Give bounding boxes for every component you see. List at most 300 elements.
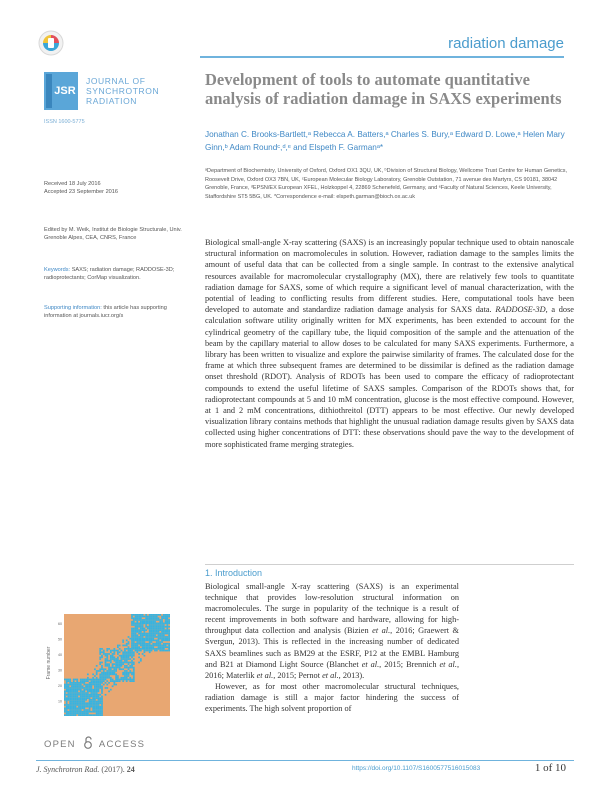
doi-link[interactable]: https://doi.org/10.1107/S1600577516015083	[352, 765, 481, 772]
map-cell	[69, 692, 71, 694]
map-cell	[140, 641, 142, 643]
map-cell	[92, 682, 94, 684]
map-cell	[133, 634, 135, 636]
map-cell	[129, 680, 131, 682]
map-cell	[98, 699, 100, 701]
map-cell	[94, 685, 96, 687]
map-cell	[73, 692, 75, 694]
map-cell	[166, 638, 168, 640]
map-cell	[105, 663, 107, 665]
map-cell	[138, 623, 140, 625]
map-cell	[103, 677, 105, 679]
map-cell	[85, 687, 87, 689]
map-cell	[113, 658, 115, 660]
map-cell	[144, 616, 146, 618]
map-cell	[168, 650, 170, 652]
map-cell	[99, 701, 101, 703]
map-cell	[101, 689, 103, 691]
map-cell	[89, 699, 91, 701]
map-cell	[75, 689, 77, 691]
map-cell	[87, 706, 89, 708]
map-cell	[126, 665, 128, 667]
map-cell	[85, 697, 87, 699]
map-cell	[108, 691, 110, 693]
map-cell	[135, 628, 137, 630]
map-cell	[87, 687, 89, 689]
map-cell	[106, 660, 108, 662]
map-cell	[68, 689, 70, 691]
map-cell	[76, 709, 78, 711]
map-cell	[161, 650, 163, 652]
map-cell	[158, 629, 160, 631]
map-cell	[105, 679, 107, 681]
map-cell	[94, 706, 96, 708]
map-cell	[136, 646, 138, 648]
map-cell	[163, 617, 165, 619]
map-cell	[69, 679, 71, 681]
map-cell	[135, 633, 137, 635]
map-cell	[158, 617, 160, 619]
map-cell	[159, 641, 161, 643]
map-cell	[115, 667, 117, 669]
map-cell	[166, 636, 168, 638]
map-cell	[112, 670, 114, 672]
map-cell	[85, 692, 87, 694]
map-cell	[124, 655, 126, 657]
map-cell	[117, 660, 119, 662]
map-cell	[165, 646, 167, 648]
map-cell	[89, 684, 91, 686]
map-cell	[151, 628, 153, 630]
map-cell	[96, 706, 98, 708]
map-cell	[131, 646, 133, 648]
map-cell	[140, 623, 142, 625]
map-cell	[106, 657, 108, 659]
map-cell	[69, 708, 71, 710]
issn: ISSN 1600-5775	[44, 119, 85, 125]
map-cell	[149, 616, 151, 618]
map-cell	[99, 675, 101, 677]
map-cell	[138, 614, 140, 616]
map-cell	[82, 711, 84, 713]
map-cell	[145, 646, 147, 648]
map-cell	[144, 621, 146, 623]
map-cell	[82, 714, 84, 716]
map-cell	[99, 679, 101, 681]
map-cell	[136, 643, 138, 645]
map-cell	[128, 636, 130, 638]
map-cell	[99, 650, 101, 652]
map-cell	[75, 708, 77, 710]
map-cell	[83, 692, 85, 694]
map-cell	[68, 685, 70, 687]
map-cell	[159, 624, 161, 626]
map-cell	[138, 640, 140, 642]
author-list: Jonathan C. Brooks-Bartlett,ᵃ Rebecca A. Batters,ᵃ Charles S. Bury,ᵃ Edward D. Lowe,ᵃ Helen Mary Ginn,ᵇ Adam Roundᶜ,ᵈ,ᵉ and Elspeth F. Garmanᵃ*	[205, 130, 565, 152]
map-cell	[80, 679, 82, 681]
map-cell	[140, 634, 142, 636]
map-cell	[151, 648, 153, 650]
map-cell	[80, 692, 82, 694]
map-cell	[101, 674, 103, 676]
map-cell	[136, 631, 138, 633]
map-cell	[145, 638, 147, 640]
map-cell	[121, 655, 123, 657]
map-cell	[140, 628, 142, 630]
map-cell	[66, 713, 68, 715]
map-cell	[152, 631, 154, 633]
map-cell	[152, 623, 154, 625]
map-cell	[89, 694, 91, 696]
map-cell	[110, 651, 112, 653]
map-cell	[99, 713, 101, 715]
map-cell	[75, 701, 77, 703]
map-cell	[76, 694, 78, 696]
map-cell	[89, 687, 91, 689]
map-cell	[135, 617, 137, 619]
map-cell	[140, 626, 142, 628]
map-cell	[168, 633, 170, 635]
map-cell	[166, 616, 168, 618]
map-cell	[91, 691, 93, 693]
map-cell	[159, 619, 161, 621]
map-cell	[158, 634, 160, 636]
map-cell	[117, 675, 119, 677]
map-cell	[126, 679, 128, 681]
map-cell	[133, 629, 135, 631]
map-cell	[96, 665, 98, 667]
map-cell	[64, 684, 66, 686]
map-cell	[122, 655, 124, 657]
map-cell	[161, 638, 163, 640]
map-cell	[66, 714, 68, 716]
map-cell	[131, 631, 133, 633]
map-cell	[138, 653, 140, 655]
map-cell	[71, 685, 73, 687]
map-cell	[128, 679, 130, 681]
map-cell	[89, 702, 91, 704]
map-cell	[142, 638, 144, 640]
map-cell	[76, 691, 78, 693]
map-cell	[159, 623, 161, 625]
map-cell	[159, 636, 161, 638]
map-cell	[66, 679, 68, 681]
map-cell	[151, 631, 153, 633]
map-cell	[133, 614, 135, 616]
map-cell	[161, 617, 163, 619]
map-cell	[147, 628, 149, 630]
map-cell	[124, 658, 126, 660]
map-cell	[133, 643, 135, 645]
map-cell	[124, 675, 126, 677]
map-cell	[101, 648, 103, 650]
map-cell	[159, 626, 161, 628]
map-cell	[76, 685, 78, 687]
map-cell	[129, 667, 131, 669]
map-cell	[166, 650, 168, 652]
map-cell	[152, 624, 154, 626]
map-cell	[89, 709, 91, 711]
map-cell	[82, 708, 84, 710]
map-cell	[131, 636, 133, 638]
map-cell	[168, 638, 170, 640]
map-cell	[131, 640, 133, 642]
map-cell	[94, 697, 96, 699]
map-cell	[154, 645, 156, 647]
map-cell	[124, 670, 126, 672]
map-cell	[131, 680, 133, 682]
map-cell	[117, 650, 119, 652]
map-cell	[165, 621, 167, 623]
map-cell	[78, 709, 80, 711]
map-cell	[161, 616, 163, 618]
map-cell	[128, 646, 130, 648]
map-cell	[149, 636, 151, 638]
map-cell	[133, 675, 135, 677]
map-cell	[92, 709, 94, 711]
map-cell	[75, 682, 77, 684]
map-cell	[163, 614, 165, 616]
map-cell	[119, 665, 121, 667]
map-cell	[124, 665, 126, 667]
map-cell	[96, 708, 98, 710]
map-cell	[154, 631, 156, 633]
map-cell	[117, 665, 119, 667]
map-cell	[112, 680, 114, 682]
map-cell	[83, 713, 85, 715]
map-cell	[147, 623, 149, 625]
map-cell	[152, 621, 154, 623]
map-cell	[91, 704, 93, 706]
map-cell	[142, 636, 144, 638]
map-cell	[73, 689, 75, 691]
map-cell	[83, 704, 85, 706]
map-cell	[166, 640, 168, 642]
map-cell	[105, 694, 107, 696]
map-cell	[158, 645, 160, 647]
map-cell	[89, 697, 91, 699]
map-cell	[159, 643, 161, 645]
intro-p1-c: , 2015; Brennich	[379, 659, 440, 669]
map-cell	[133, 645, 135, 647]
map-cell	[105, 660, 107, 662]
map-cell	[99, 657, 101, 659]
map-cell	[73, 711, 75, 713]
map-cell	[71, 714, 73, 716]
map-cell	[64, 699, 66, 701]
map-cell	[92, 701, 94, 703]
map-cell	[126, 648, 128, 650]
map-cell	[101, 697, 103, 699]
map-cell	[122, 677, 124, 679]
map-cell	[110, 668, 112, 670]
map-cell	[64, 685, 66, 687]
map-cell	[165, 614, 167, 616]
map-cell	[154, 633, 156, 635]
map-cell	[152, 614, 154, 616]
map-cell	[98, 680, 100, 682]
map-cell	[122, 668, 124, 670]
map-cell	[69, 714, 71, 716]
map-cell	[145, 621, 147, 623]
et-al: et al.	[361, 659, 380, 669]
map-cell	[135, 646, 137, 648]
map-cell	[168, 621, 170, 623]
map-cell	[154, 614, 156, 616]
map-cell	[99, 682, 101, 684]
map-cell	[163, 643, 165, 645]
map-cell	[92, 691, 94, 693]
map-cell	[66, 706, 68, 708]
map-cell	[131, 662, 133, 664]
map-cell	[75, 691, 77, 693]
map-cell	[156, 641, 158, 643]
map-cell	[135, 650, 137, 652]
map-cell	[83, 694, 85, 696]
map-cell	[161, 645, 163, 647]
map-cell	[112, 679, 114, 681]
et-al: et al.	[322, 670, 339, 680]
map-cell	[115, 679, 117, 681]
map-cell	[133, 628, 135, 630]
map-cell	[149, 629, 151, 631]
map-cell	[83, 682, 85, 684]
map-cell	[92, 706, 94, 708]
map-cell	[154, 650, 156, 652]
map-cell	[91, 679, 93, 681]
map-cell	[99, 694, 101, 696]
map-cell	[145, 629, 147, 631]
map-cell	[64, 696, 66, 698]
map-cell	[135, 626, 137, 628]
map-cell	[69, 682, 71, 684]
map-cell	[113, 670, 115, 672]
map-cell	[128, 648, 130, 650]
map-cell	[91, 685, 93, 687]
open-lock-icon	[83, 736, 93, 749]
map-cell	[163, 616, 165, 618]
figure-ylabel: Frame number	[46, 646, 52, 680]
map-cell	[82, 701, 84, 703]
crossmark-icon[interactable]	[38, 30, 64, 56]
map-cell	[117, 680, 119, 682]
map-cell	[101, 668, 103, 670]
map-cell	[149, 634, 151, 636]
map-cell	[68, 680, 70, 682]
map-cell	[73, 680, 75, 682]
map-cell	[99, 680, 101, 682]
map-cell	[144, 643, 146, 645]
map-cell	[168, 629, 170, 631]
supporting-info-text[interactable]: this article has supporting information at journals.iucr.org/s	[44, 305, 167, 320]
map-cell	[138, 643, 140, 645]
map-cell	[83, 711, 85, 713]
map-cell	[163, 646, 165, 648]
map-cell	[82, 687, 84, 689]
map-cell	[96, 694, 98, 696]
map-cell	[89, 696, 91, 698]
map-cell	[105, 677, 107, 679]
map-cell	[158, 633, 160, 635]
map-cell	[112, 665, 114, 667]
map-cell	[142, 648, 144, 650]
map-cell	[78, 699, 80, 701]
map-cell	[76, 679, 78, 681]
map-cell	[158, 638, 160, 640]
map-cell	[78, 689, 80, 691]
map-cell	[68, 711, 70, 713]
map-cell	[128, 667, 130, 669]
map-cell	[110, 660, 112, 662]
map-cell	[166, 646, 168, 648]
map-cell	[82, 692, 84, 694]
map-cell	[106, 687, 108, 689]
map-cell	[80, 680, 82, 682]
map-cell	[149, 624, 151, 626]
map-cell	[126, 645, 128, 647]
map-cell	[126, 660, 128, 662]
map-cell	[78, 685, 80, 687]
map-cell	[149, 646, 151, 648]
map-cell	[64, 679, 66, 681]
map-cell	[122, 653, 124, 655]
map-cell	[85, 699, 87, 701]
footer-year: (2017).	[101, 765, 125, 774]
map-cell	[131, 628, 133, 630]
map-cell	[69, 713, 71, 715]
map-cell	[68, 692, 70, 694]
map-cell	[76, 689, 78, 691]
map-cell	[152, 617, 154, 619]
map-cell	[94, 711, 96, 713]
map-cell	[117, 658, 119, 660]
map-cell	[147, 619, 149, 621]
map-cell	[89, 714, 91, 716]
map-cell	[73, 714, 75, 716]
abstract	[205, 237, 574, 450]
map-cell	[115, 660, 117, 662]
map-cell	[75, 714, 77, 716]
map-cell	[142, 629, 144, 631]
map-cell	[140, 660, 142, 662]
keywords	[44, 266, 184, 283]
map-cell	[99, 651, 101, 653]
map-cell	[145, 648, 147, 650]
map-cell	[131, 648, 133, 650]
map-cell	[113, 653, 115, 655]
map-cell	[133, 633, 135, 635]
map-cell	[151, 617, 153, 619]
map-cell	[136, 616, 138, 618]
map-cell	[119, 679, 121, 681]
map-cell	[69, 696, 71, 698]
map-cell	[166, 614, 168, 616]
map-cell	[124, 648, 126, 650]
map-cell	[98, 687, 100, 689]
map-cell	[75, 696, 77, 698]
map-cell	[68, 714, 70, 716]
map-cell	[124, 674, 126, 676]
map-cell	[87, 692, 89, 694]
map-cell	[124, 667, 126, 669]
map-cell	[101, 685, 103, 687]
raddose-name: RADDOSE-3D	[495, 305, 546, 315]
map-cell	[126, 651, 128, 653]
map-cell	[159, 634, 161, 636]
map-cell	[92, 696, 94, 698]
map-cell	[68, 696, 70, 698]
map-cell	[124, 653, 126, 655]
